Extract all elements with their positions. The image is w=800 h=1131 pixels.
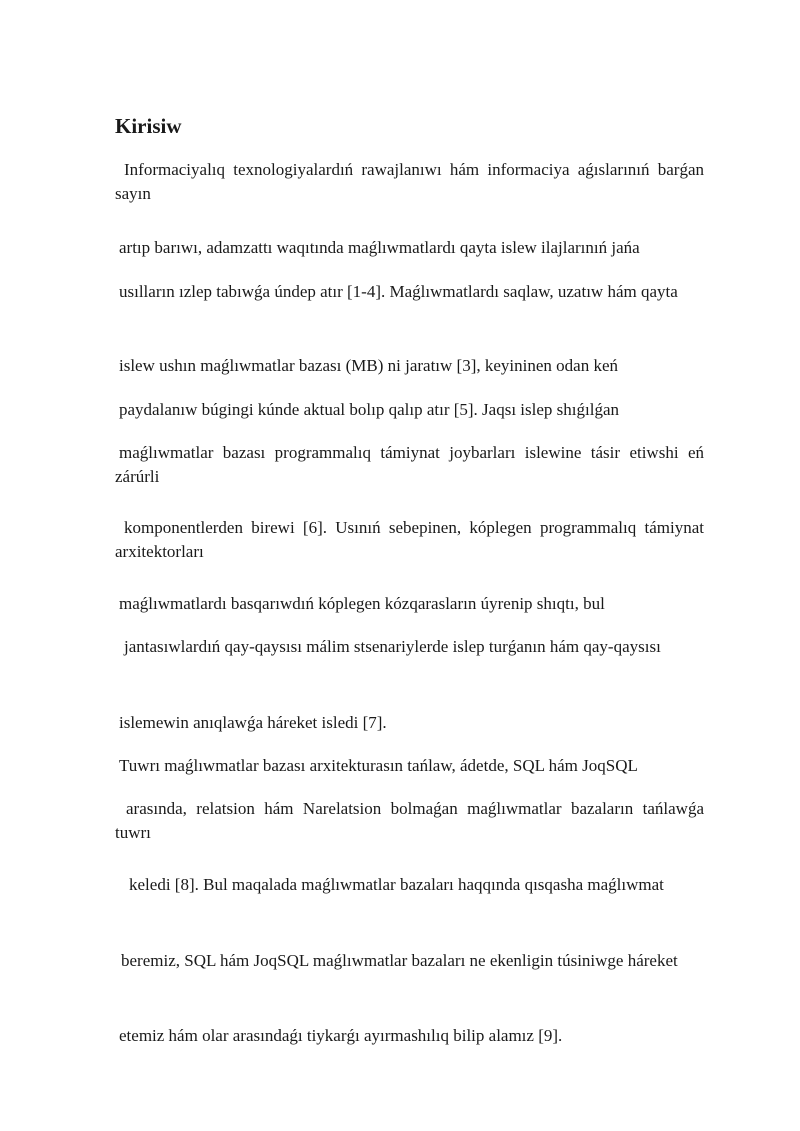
paragraph-line: usılların ızlep tabıwǵa úndep atır [1-4]. Maǵlıwmatlardı saqlaw, uzatıw hám qayta: [119, 282, 678, 301]
paragraph-line: keledi [8]. Bul maqalada maǵlıwmatlar bazaları haqqında qısqasha maǵlıwmat: [129, 875, 664, 894]
paragraph-line: maǵlıwmatlardı basqarıwdıń kóplegen kózqarasların úyrenip shıqtı, bul: [119, 594, 605, 613]
paragraph-line: beremiz, SQL hám JoqSQL maǵlıwmatlar bazaları ne ekenligin túsiniwge háreket: [121, 951, 678, 970]
paragraph-line: maǵlıwmatlar bazası programmalıq támiynat joybarları islewine tásir etiwshi eń zárúrli: [115, 443, 704, 486]
paragraph-line: Tuwrı maǵlıwmatlar bazası arxitekturasın tańlaw, ádetde, SQL hám JoqSQL: [119, 756, 638, 775]
paragraph-line: paydalanıw búgingi kúnde aktual bolıp qalıp atır [5]. Jaqsı islep shıǵılǵan: [119, 400, 619, 419]
paragraph-line: etemiz hám olar arasındaǵı tiykarǵı ayırmashılıq bilip alamız [9].: [119, 1026, 563, 1045]
paragraph-line: islemewin anıqlawǵa háreket isledi [7].: [119, 713, 387, 732]
paragraph-line: Informaciyalıq texnologiyalardıń rawajlanıwı hám informaciya aǵıslarınıń barǵan sayın: [115, 160, 704, 203]
paragraph-line: artıp barıwı, adamzattı waqıtında maǵlıwmatlardı qayta islew ilajlarınıń jańa: [119, 238, 640, 257]
paragraph-line: komponentlerden birewi [6]. Usınıń sebepinen, kóplegen programmalıq támiynat arxitektorları: [115, 518, 704, 561]
paragraph-line: islew ushın maǵlıwmatlar bazası (MB) ni jaratıw [3], keyininen odan keń: [119, 356, 619, 375]
section-heading: Kirisiw: [115, 114, 182, 138]
paragraph-line: jantasıwlardıń qay-qaysısı málim stsenariylerde islep turǵanın hám qay-qaysısı: [124, 637, 661, 656]
paragraph-line: arasında, relatsion hám Narelatsion bolmaǵan maǵlıwmatlar bazaların tańlawǵa tuwrı: [115, 799, 704, 842]
